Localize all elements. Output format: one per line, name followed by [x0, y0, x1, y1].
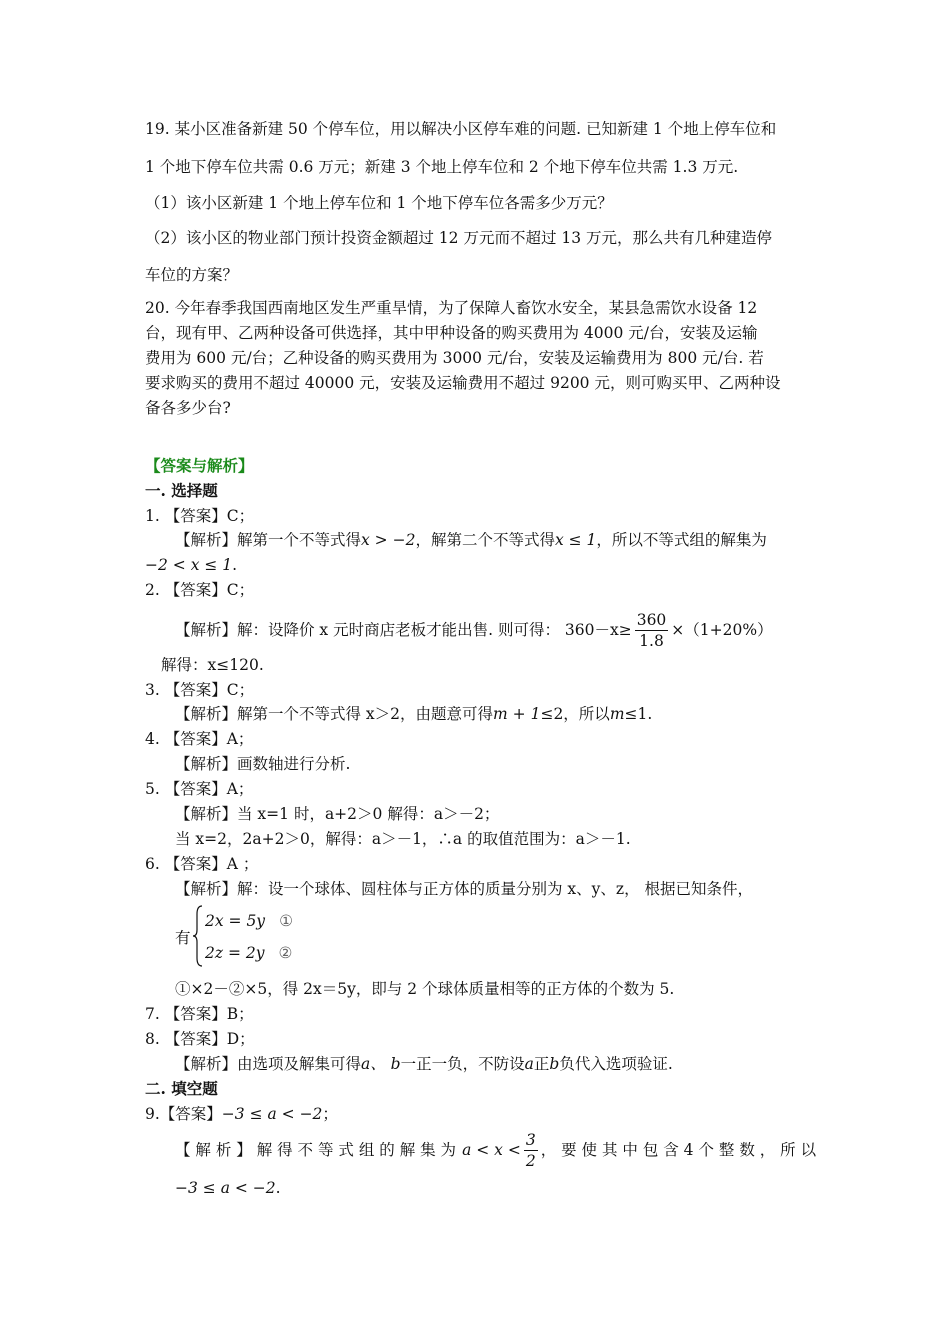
math-solution-range: −3 ≤ a < −2 — [175, 1179, 276, 1197]
answer-7: 7. 【答案】B； — [145, 1005, 254, 1023]
explanation-1-result: −2 < x ≤ 1. — [145, 556, 238, 574]
explanation-3: 【解析】解第一个不等式得 x＞2，由题意可得m + 1≤2，所以m≤1. — [175, 705, 653, 723]
fraction: $\frac{3}{2}$ — [525, 1130, 536, 1170]
explanation-5-line2: 当 x=2，2a+2＞0，解得：a＞－1，∴a 的取值范围为：a＞－1. — [175, 830, 631, 848]
equation-2: 2z = 2y ② — [205, 944, 293, 962]
explanation-1: 【解析】解第一个不等式得x > −2，解第二个不等式得x ≤ 1，所以不等式组的解集为 — [175, 531, 767, 549]
explanation-6: 【解析】解：设一个球体、圆柱体与正方体的质量分别为 x、y、z， 根据已知条件， — [175, 880, 754, 898]
math-answer: −3 ≤ a < −2 — [221, 1105, 323, 1123]
answer-1: 1. 【答案】C； — [145, 507, 255, 525]
q20-line2: 台，现有甲、乙两种设备可供选择，其中甲种设备的购买费用为 4000 元/台，安装及运输 — [145, 324, 758, 342]
math-inequality: x ≤ 1 — [554, 531, 597, 549]
section-choice-heading: 一. 选择题 — [145, 481, 218, 500]
explanation-4: 【解析】画数轴进行分析. — [175, 755, 351, 773]
math-expression: m + 1 — [493, 705, 541, 723]
q20-line3: 费用为 600 元/台；乙种设备的购买费用为 3000 元/台，安装及运输费用为 800 元/台. 若 — [145, 349, 764, 367]
explanation-9: 【 解 析 】 解 得 不 等 式 组 的 解 集 为 a < x < $\frac{3}{2}$ ， 要 使 其 中 包 含 4 个 整 数 ， 所 以 — [175, 1130, 817, 1170]
answer-8: 8. 【答案】D； — [145, 1030, 255, 1048]
q20-line4: 要求购买的费用不超过 40000 元，安装及运输费用不超过 9200 元，则可购买甲、乙两种设 — [145, 374, 781, 392]
math-solution-set: −2 < x ≤ 1 — [145, 556, 233, 574]
fraction: $\frac{360}{1.8}$ — [636, 610, 667, 650]
q20-line5: 备各多少台? — [145, 399, 231, 417]
answers-heading: 【答案与解析】 — [145, 456, 254, 475]
math-variable: m — [609, 705, 625, 723]
q19-part2-line2: 车位的方案？ — [145, 266, 239, 284]
answer-2: 2. 【答案】C； — [145, 581, 255, 599]
math-variable: b — [549, 1055, 560, 1073]
math-variable: a — [524, 1055, 534, 1073]
q19-line2: 1 个地下停车位共需 0.6 万元；新建 3 个地上停车位和 2 个地下停车位共需 1.3 万元. — [145, 158, 739, 176]
left-brace — [193, 904, 203, 968]
q20-line1: 20. 今年春季我国西南地区发生严重旱情，为了保障人畜饮水安全，某县急需饮水设备 12 — [145, 299, 758, 317]
explanation-8: 【解析】由选项及解集可得a、 b一正一负，不防设a正b负代入选项验证. — [175, 1055, 673, 1073]
explanation-9-result: −3 ≤ a < −2. — [175, 1179, 281, 1197]
q19-part1: （1）该小区新建 1 个地上停车位和 1 个地下停车位各需多少万元？ — [145, 194, 613, 212]
explanation-6-result: ①×2－②×5，得 2x＝5y，即与 2 个球体质量相等的正方体的个数为 5. — [175, 980, 675, 998]
answer-3: 3. 【答案】C； — [145, 681, 255, 699]
explanation-2-solution: 解得：x≤120. — [161, 656, 264, 674]
answer-6: 6. 【答案】A ； — [145, 855, 259, 873]
explanation-5-line1: 【解析】当 x=1 时，a+2＞0 解得：a＞－2； — [175, 805, 500, 823]
answer-4: 4. 【答案】A； — [145, 730, 254, 748]
equation-1: 2x = 5y ① — [205, 912, 293, 930]
answer-5: 5. 【答案】A； — [145, 780, 254, 798]
q19-part2-line1: （2）该小区的物业部门预计投资金额超过 12 万元而不超过 13 万元，那么共有几种建造停 — [145, 229, 773, 247]
answer-9: 9.【答案】−3 ≤ a < −2； — [145, 1105, 338, 1123]
explanation-2: 【解析】解：设降价 x 元时商店老板才能出售. 则可得： 360－x≥ $\frac{360}{1.8}$ ×（1+20%） — [175, 610, 773, 650]
q19-line1: 19. 某小区准备新建 50 个停车位，用以解决小区停车难的问题. 已知新建 1 个地上停车位和 — [145, 120, 777, 138]
section-fill-heading: 二. 填空题 — [145, 1079, 218, 1098]
math-variables: a、 b — [361, 1055, 401, 1073]
math-inequality: x > −2 — [361, 531, 416, 549]
